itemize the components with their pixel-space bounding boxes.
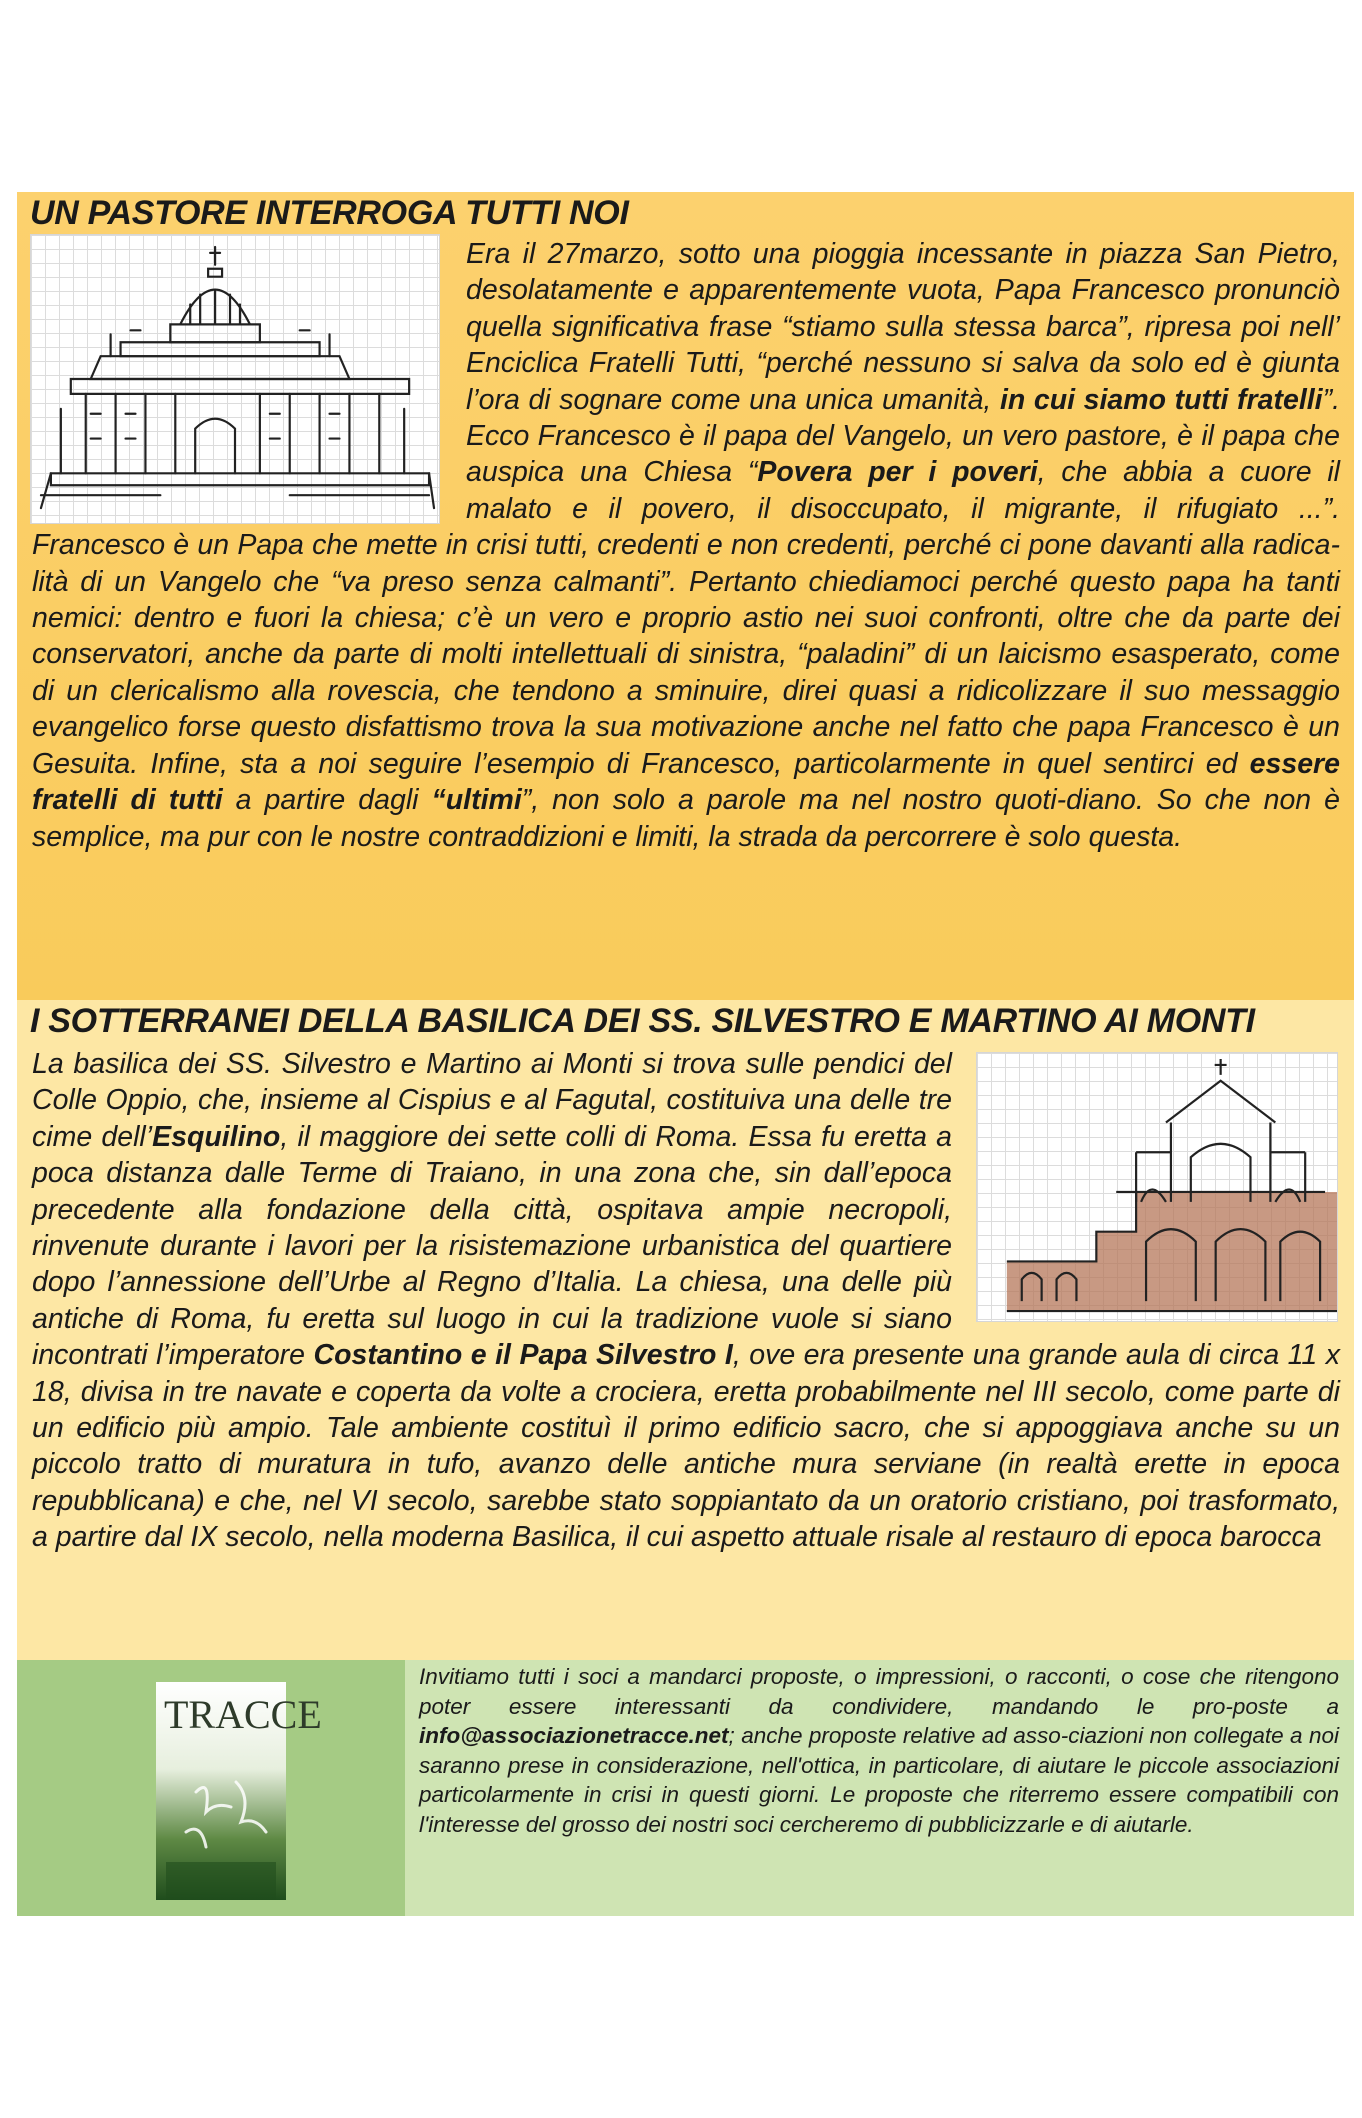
bold-word-esquilino: Esquilino bbox=[152, 1120, 281, 1153]
tracce-logo bbox=[156, 1682, 322, 1900]
bold-phrase-essere-fratelli: essere fratelli di tutti bbox=[32, 747, 1340, 817]
st-peters-basilica-sketch-icon bbox=[30, 234, 440, 524]
bold-phrase-costantino-silvestro: Costantino e il Papa Silvestro I bbox=[313, 1339, 733, 1372]
paragraph-pastore-part-4: a partire dagli bbox=[222, 784, 432, 817]
paragraph-pastore-part-1: Era il 27marzo, sotto una pioggia incessante in piazza San Pietro, desolatamente e apparentemente vuota, Papa Francesco pronunciò quella significativa frase “stiamo sulla stessa barca”, ripresa poi nell’ Enciclica Fratelli Tutti, “perché nessuno si salva da solo ed è giunta l’ora di sognare come una unica umanità, bbox=[466, 238, 1340, 416]
paragraph-sotterranei-part-1: La basilica dei SS. Silvestro e Martino ai Monti si trova sulle pendici del Colle Oppio, che, insieme al Cispius e al Fagutal, costituiva una delle tre cime dell’ bbox=[32, 1048, 952, 1153]
paragraph-pastore-part-3: , che abbia a cuore il malato e il povero, il disoccupato, il migrante, il rifugiato ...”. Francesco è un Papa che mette in crisi tutti, credenti e non credenti, perché ci pone davanti alla radica-lità di un Vangelo che “va preso senza calmanti”. Pertanto chiediamoci perché questo papa ha tanti nemici: dentro e fuori la chiesa; c’è un vero e proprio astio nei suoi confronti, oltre che da parte dei conservatori, anche da parte di molti intellettuali di sinistra, “paladini” di un laicismo esasperato, come di un clericalismo alla rovescia, che tendono a sminuire, direi quasi a ridicolizzare il suo messaggio evangelico forse questo disfattismo trova la sua motivazione anche nel fatto che papa Francesco è un Gesuita. Infine, sta a noi seguire l’esempio di Francesco, particolarmente in quel sentirci ed bbox=[32, 456, 1340, 780]
invitation-text bbox=[419, 1662, 1339, 1840]
email-link[interactable]: info@associazionetracce.net bbox=[419, 1723, 729, 1749]
bold-phrase-ultimi: “ultimi bbox=[431, 784, 522, 817]
paragraph-pastore-part-5: ”, non solo a parole ma nel nostro quoti-diano. So che non è semplice, ma pur con le nostre contraddizioni e limiti, la strada da percorrere è solo questa. bbox=[32, 784, 1341, 853]
bold-phrase-povera-per-i-poveri: Povera per i poveri bbox=[757, 456, 1038, 489]
logo-text: TRACCE bbox=[164, 1692, 322, 1737]
invitation-part-1: Invitiamo tutti i soci a mandarci proposte, o impressioni, o racconti, o cose che ritengono poter essere interessanti da condividere, mandando le pro-poste a bbox=[419, 1664, 1339, 1719]
article-sotterranei bbox=[32, 1046, 1340, 1556]
invitation-part-2: ; anche proposte relative ad asso-ciazioni non collegate a noi saranno prese in considerazione, nell'ottica, in particolare, di aiutare le piccole associazioni particolarmente in crisi in questi giorni. Le proposte che riterremo essere compatibili con l'interesse del grosso dei nostri soci cercheremo di pubblicizzarle e di aiutarle. bbox=[419, 1723, 1339, 1837]
paragraph-sotterranei-part-2: , il maggiore dei sette colli di Roma. Essa fu eretta a poca distanza dalle Terme di Traiano, in una zona che, sin dall’epoca precedente alla fondazione della città, ospitava ampie necropoli, rinvenute durante i lavori per la risistemazione urbanistica del quartiere dopo l’annessione dell’Urbe al Regno d’Italia. La chiesa, una delle più antiche di Roma, fu eretta sul luogo in cui la tradizione vuole si siano incontrati l’imperatore bbox=[32, 1120, 952, 1372]
svg-text:TRACCE bbox=[164, 1692, 322, 1737]
church-section-sketch-icon bbox=[976, 1052, 1338, 1322]
article-pastore bbox=[32, 236, 1340, 855]
paragraph-sotterranei-part-3: , ove era presente una grande aula di circa 11 x 18, divisa in tre navate e coperta da volte a crociera, eretta probabilmente nel III secolo, come parte di un edificio più ampio. Tale ambiente costituì il primo edificio sacro, che si appoggiava anche su un piccolo tratto di muratura in tufo, avanzo delle antiche mura serviane (in realtà erette in epoca repubblicana) e che, nel VI secolo, sarebbe stato soppiantato da un oratorio cristiano, poi trasformato, a partire dal IX secolo, nella moderna Basilica, il cui aspetto attuale risale al restauro di epoca barocca bbox=[32, 1339, 1340, 1554]
bold-phrase-tutti-fratelli: in cui siamo tutti fratelli bbox=[999, 383, 1323, 416]
section-title-pastore: UN PASTORE INTERROGA TUTTI NOI bbox=[30, 194, 629, 232]
paragraph-pastore-part-2: ”. Ecco Francesco è il papa del Vangelo, un vero pastore, è il papa che auspica una Chiesa “ bbox=[466, 383, 1340, 489]
section-title-sotterranei: I SOTTERRANEI DELLA BASILICA DEI SS. SILVESTRO E MARTINO AI MONTI bbox=[30, 1002, 1255, 1040]
